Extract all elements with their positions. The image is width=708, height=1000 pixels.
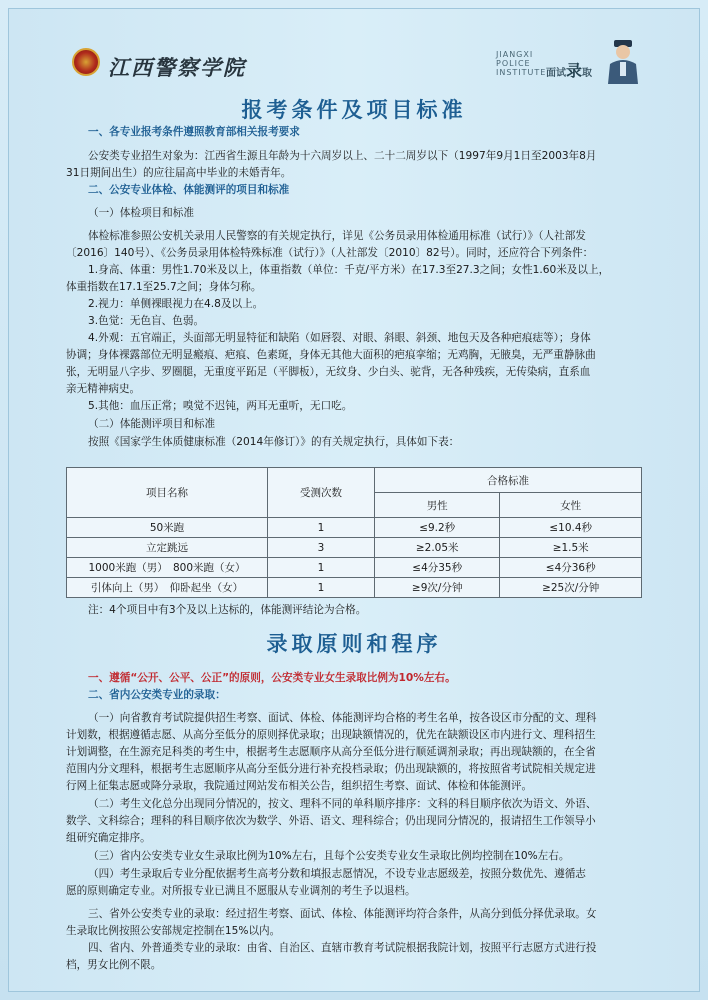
admission-text: 计划数，根据遵循志愿、从高分至低分的原则择优录取；出现缺额情况的，优先在缺额设区市内进行文、理科招生	[66, 729, 596, 741]
out-province-text: 三、省外公安类专业的录取：经过招生考察、面试、体检、体能测评均符合条件，从高分到低分择优录取。女	[88, 908, 597, 920]
section1-title: 报考条件及项目标准	[241, 97, 467, 122]
table-row: 1000米跑（男） 800米跑（女） 1 ≤4分35秒 ≤4分36秒	[67, 558, 642, 578]
physical-heading: 二、公安专业体检、体能测评的项目和标准	[88, 184, 290, 196]
table-header-male: 男性	[375, 493, 500, 518]
health-text: 2.视力：单侧裸眼视力在4.8及以上。	[88, 298, 264, 310]
in-province-heading: 二、省内公安类专业的录取：	[88, 689, 226, 701]
table-header-item: 项目名称	[67, 468, 268, 518]
section2-title: 录取原则和程序	[266, 631, 442, 656]
admission-text: 愿的原则确定专业。对所报专业已满且不愿服从专业调剂的考生予以退档。	[66, 885, 416, 897]
english-logo: JIANGXI POLICE INSTITUTE	[496, 50, 547, 77]
health-text: 张，无明显八字步、罗圈腿，无重度平跖足（平脚板），无纹身、少白头、驼背，无各种残疾，无传染病，直系血	[66, 366, 591, 378]
table-row: 引体向上（男） 仰卧起坐（女） 1 ≥9次/分钟 ≥25次/分钟	[67, 578, 642, 598]
admission-text: （一）向省教育考试院提供招生考察、面试、体检、体能测评均合格的考生名单，按各设区市分配的文、理科	[88, 712, 597, 724]
admission-text: （二）考生文化总分出现同分情况的，按文、理科不同的单科顺序排序：文科的科目顺序依次为语文、外语、	[88, 798, 597, 810]
health-text: 3.色觉：无色盲、色弱。	[88, 315, 205, 327]
police-officer-icon	[604, 38, 642, 84]
req-text: 31日期间出生）的应往届高中毕业的未婚青年。	[66, 167, 292, 179]
health-text: 4.外观：五官端正，头面部无明显特征和缺陷（如唇裂、对眼、斜眼、斜颈、地包天及各种疤痕痣等）；身体	[88, 332, 591, 344]
health-text: 体重指数在17.1至25.7之间；身体匀称。	[66, 281, 262, 293]
admission-text: 行网上征集志愿或降分录取，我院通过网站发布相关公告，组织招生考察、面试、体检和体能测评。	[66, 780, 533, 792]
table-row: 50米跑 1 ≤9.2秒 ≤10.4秒	[67, 518, 642, 538]
req-heading: 一、各专业报考条件遵照教育部相关报考要求	[88, 126, 300, 138]
health-text: 亲无精神病史。	[66, 383, 141, 395]
health-text: 5.其他：血压正常；嗅觉不迟钝，两耳无重听，无口吃。	[88, 400, 353, 412]
admission-text: （三）省内公安类专业女生录取比例为10%左右，且每个公安类专业女生录取比例均控制在10%左右。	[88, 850, 570, 862]
fitness-standard-table	[66, 467, 642, 598]
admission-text: 范围内分文理科，根据考生志愿顺序从高分至低分进行补充投档录取；仍出现缺额的，将按照省考试院相关规定进	[66, 763, 596, 775]
admission-logo: 面试录取	[546, 61, 593, 80]
admission-text: 计划调整，在生源充足科类的考生中，根据考生志愿顺序从高分至低分进行顺延调剂录取；再出现缺额的，在全省	[66, 746, 596, 758]
admission-text: （四）考生录取后专业分配依据考生高考分数和填报志愿情况，不设专业志愿级差，按照分数优先、遵循志	[88, 868, 586, 880]
principle-heading: 一、遵循“公开、公平、公正”的原则，公安类专业女生录取比例为10%左右。	[88, 672, 456, 684]
out-province-text: 生录取比例按照公安部规定控制在15%以内。	[66, 925, 281, 937]
table-header-standard: 合格标准	[375, 468, 642, 493]
school-name: 江西警察学院	[108, 55, 246, 80]
table-header-times: 受测次数	[268, 468, 375, 518]
admission-text: 数学、文科综合；理科的科目顺序依次为数学、外语、语文、理科综合；仍出现同分情况的，报请招生工作领导小	[66, 815, 596, 827]
table-note: 注：4个项目中有3个及以上达标的，体能测评结论为合格。	[88, 604, 367, 616]
fitness-text: 按照《国家学生体质健康标准（2014年修订）》的有关规定执行，具体如下表：	[88, 436, 460, 448]
general-text: 四、省内、外普通类专业的录取：由省、自治区、直辖市教育考试院根据我院计划，按照平行志愿方式进行投	[88, 942, 597, 954]
req-text: 公安类专业招生对象为：江西省生源且年龄为十六周岁以上、二十二周岁以下（1997年9月1日至2003年8月	[88, 150, 597, 162]
fitness-subheading: （二）体能测评项目和标准	[88, 418, 216, 430]
police-emblem-icon	[72, 48, 100, 76]
health-text: 〔2016〕140号）、《公务员录用体检特殊标准（试行）》（人社部发〔2010〕82号）。同时，还应符合下列条件：	[66, 247, 594, 259]
health-text: 协调；身体裸露部位无明显瘢痕、疤痕、色素斑，身体无其他大面积的疤痕挛缩；无鸡胸，无腋臭，无严重静脉曲	[66, 349, 596, 361]
health-text: 1.身高、体重：男性1.70米及以上，体重指数（单位：千克/平方米）在17.3至27.3之间；女性1.60米及以上，	[88, 264, 610, 276]
table-header-female: 女性	[500, 493, 642, 518]
health-subheading: （一）体检项目和标准	[88, 207, 194, 219]
general-text: 档，男女比例不限。	[66, 959, 162, 971]
admission-text: 组研究确定排序。	[66, 832, 151, 844]
health-text: 体检标准参照公安机关录用人民警察的有关规定执行，详见《公务员录用体检通用标准（试行）》（人社部发	[88, 230, 586, 242]
table-row: 立定跳远 3 ≥2.05米 ≥1.5米	[67, 538, 642, 558]
